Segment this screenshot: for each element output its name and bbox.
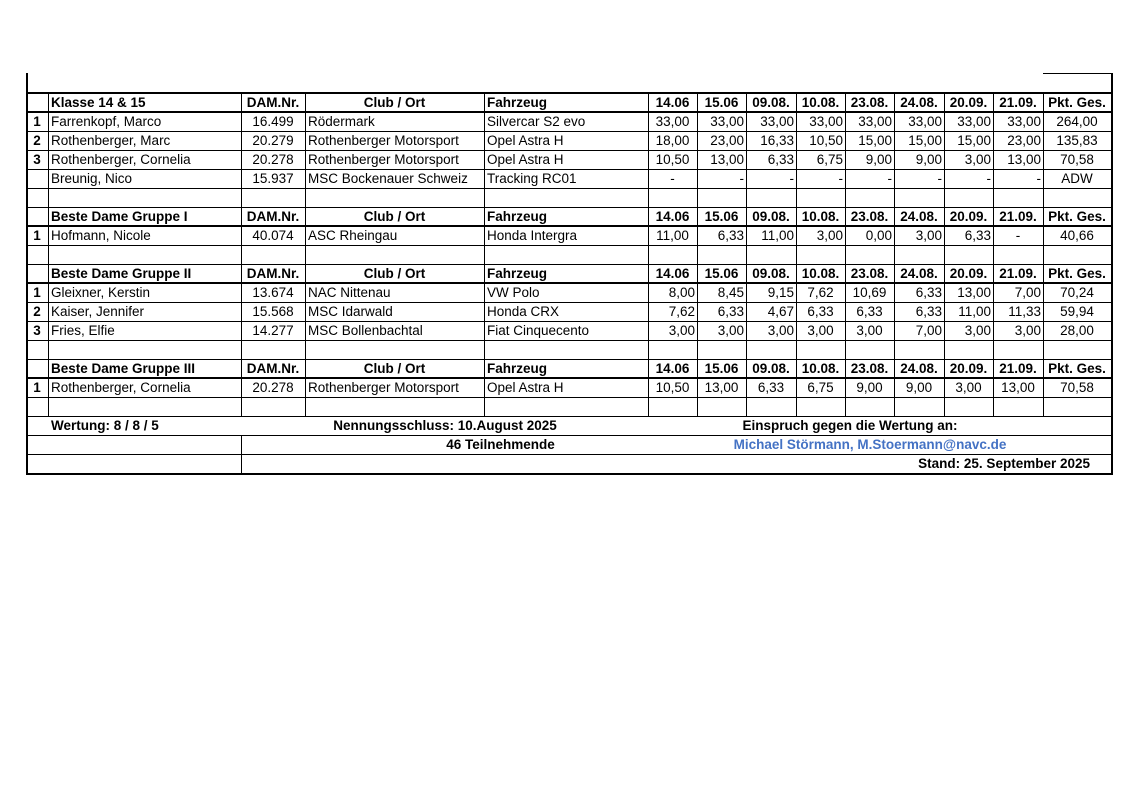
column-header: Club / Ort — [363, 95, 426, 110]
column-header: 14.06 — [655, 209, 690, 224]
score-cell: 13,00 — [1007, 152, 1041, 167]
rank-cell — [26, 169, 48, 188]
column-header: 09.08. — [752, 361, 790, 376]
total-points: 135,83 — [1056, 133, 1098, 148]
grid-hline — [26, 245, 1111, 246]
score-cell: 33,00 — [858, 114, 892, 129]
column-header: 21.09. — [999, 209, 1037, 224]
score-cell: 33,00 — [957, 114, 991, 129]
score-cell: 3,00 — [964, 152, 991, 167]
score-cell: 6,33 — [767, 152, 794, 167]
total-points: 70,58 — [1060, 152, 1094, 167]
score-cell: - — [1036, 171, 1041, 186]
club-name: Rödermark — [308, 114, 375, 129]
contact-link[interactable]: Michael Störmann, M.Stoermann@navc.de — [733, 437, 1007, 452]
column-header: Fahrzeug — [487, 266, 548, 281]
score-cell: 3,00 — [856, 323, 883, 338]
column-header: 10.08. — [801, 209, 840, 224]
score-cell: 6,33 — [757, 380, 785, 395]
total-points: 28,00 — [1060, 323, 1094, 338]
vehicle-name: Fiat Cinquecento — [487, 323, 590, 338]
grid-hline — [26, 302, 1111, 303]
rank-cell: 2 — [33, 133, 41, 148]
section-title: Beste Dame Gruppe I — [51, 209, 188, 224]
score-cell: 9,00 — [905, 380, 933, 395]
dam-number: 15.568 — [252, 304, 294, 319]
grid-vline — [1111, 93, 1113, 416]
score-cell: - — [887, 171, 892, 186]
column-header: 23.08. — [850, 266, 889, 281]
section-title: Beste Dame Gruppe III — [51, 361, 196, 376]
participant-count: 46 Teilnehmende — [446, 437, 555, 452]
score-cell: - — [937, 171, 942, 186]
driver-name: Fries, Elfie — [51, 323, 115, 338]
vehicle-name: Opel Astra H — [487, 152, 564, 167]
score-cell: 23,00 — [1007, 133, 1041, 148]
grid-hline — [26, 226, 1111, 227]
total-points: 264,00 — [1056, 114, 1098, 129]
score-cell: - — [986, 171, 991, 186]
column-header: 21.09. — [999, 361, 1037, 376]
score-cell: 4,67 — [767, 304, 794, 319]
score-cell: 11,33 — [1008, 304, 1041, 319]
column-header: 10.08. — [801, 266, 840, 281]
column-header: 09.08. — [752, 95, 790, 110]
grid-hline — [26, 378, 1111, 379]
score-cell: - — [739, 171, 744, 186]
club-name: Rothenberger Motorsport — [308, 152, 459, 167]
score-cell: 3,00 — [1014, 323, 1041, 338]
grid-hline — [26, 473, 1113, 475]
column-header: 10.08. — [801, 361, 840, 376]
score-cell: 10,50 — [655, 380, 690, 395]
column-header: 24.08. — [900, 209, 938, 224]
driver-name: Rothenberger, Marc — [51, 133, 171, 148]
grid-vline — [697, 93, 698, 416]
vehicle-name: Honda Intergra — [487, 228, 578, 243]
grid-hline — [26, 169, 1111, 170]
score-cell: 6,33 — [964, 228, 991, 243]
score-cell: 7,62 — [668, 304, 695, 319]
column-header: DAM.Nr. — [246, 361, 300, 376]
rank-cell: 1 — [33, 285, 41, 300]
score-cell: 13,00 — [710, 152, 744, 167]
dam-number: 16.499 — [252, 114, 294, 129]
score-cell: 10,50 — [655, 152, 690, 167]
objection-note: Einspruch gegen die Wertung an: — [742, 418, 958, 433]
grid-vline — [26, 416, 28, 475]
total-points: 70,58 — [1060, 380, 1094, 395]
grid-hline — [26, 321, 1111, 322]
score-cell: 33,00 — [710, 114, 744, 129]
column-header: Pkt. Ges. — [1048, 95, 1106, 110]
status-date: Stand: 25. September 2025 — [918, 456, 1090, 471]
score-cell: 6,33 — [915, 285, 942, 300]
column-header: 20.09. — [949, 266, 988, 281]
score-cell: 6,75 — [816, 152, 843, 167]
score-cell: - — [838, 171, 843, 186]
score-cell: 18,00 — [655, 133, 690, 148]
grid-vline — [241, 435, 242, 473]
grid-hline — [26, 282, 1111, 283]
score-cell: 33,00 — [760, 114, 794, 129]
score-cell: 6,33 — [717, 304, 744, 319]
score-cell: 33,00 — [908, 114, 942, 129]
score-cell: 8,45 — [717, 285, 744, 300]
column-header: 15.06 — [704, 266, 739, 281]
dam-number: 15.937 — [252, 171, 294, 186]
score-cell: 15,00 — [908, 133, 942, 148]
rank-cell: 1 — [33, 114, 41, 129]
registration-deadline: Nennungsschluss: 10.August 2025 — [333, 418, 557, 433]
grid-hline — [26, 111, 1111, 112]
column-header: Pkt. Ges. — [1048, 361, 1106, 376]
grid-vline — [746, 93, 747, 416]
vehicle-name: Tracking RC01 — [487, 171, 577, 186]
score-cell: 8,00 — [668, 285, 695, 300]
section-title: Klasse 14 & 15 — [51, 95, 146, 110]
column-header: 14.06 — [655, 361, 690, 376]
grid-vline — [894, 93, 895, 416]
score-cell: 6,33 — [856, 304, 883, 319]
rank-cell: 3 — [33, 152, 41, 167]
score-cell: 3,00 — [816, 228, 843, 243]
grid-hline — [26, 340, 1111, 341]
vehicle-name: Opel Astra H — [487, 380, 564, 395]
vehicle-name: VW Polo — [487, 285, 540, 300]
column-header: 20.09. — [949, 361, 988, 376]
dam-number: 13.674 — [252, 285, 294, 300]
column-header: 15.06 — [704, 95, 739, 110]
column-header: 15.06 — [704, 361, 739, 376]
score-cell: 6,75 — [807, 380, 834, 395]
grid-hline — [26, 359, 1111, 360]
vehicle-name: Honda CRX — [487, 304, 560, 319]
score-cell: 33,00 — [1007, 114, 1041, 129]
score-cell: 7,62 — [807, 285, 834, 300]
grid-vline — [845, 93, 846, 416]
grid-vline — [26, 93, 28, 416]
column-header: Pkt. Ges. — [1048, 266, 1106, 281]
grid-hline — [26, 435, 1111, 436]
score-cell: 6,33 — [915, 304, 942, 319]
total-points: 70,24 — [1060, 285, 1094, 300]
grid-hline — [26, 112, 1111, 113]
grid-hline — [26, 225, 1111, 226]
column-header: 20.09. — [949, 209, 988, 224]
score-cell: 3,00 — [915, 228, 942, 243]
grid-vline — [1043, 93, 1044, 416]
column-header: 15.06 — [704, 209, 739, 224]
column-header: DAM.Nr. — [246, 209, 300, 224]
score-cell: - — [1015, 228, 1021, 243]
score-cell: - — [789, 171, 794, 186]
rank-cell: 1 — [33, 380, 41, 395]
rank-cell: 3 — [33, 323, 41, 338]
vehicle-name: Opel Astra H — [487, 133, 564, 148]
column-header: 23.08. — [850, 361, 889, 376]
column-header: Club / Ort — [363, 266, 426, 281]
score-cell: 10,50 — [809, 133, 843, 148]
column-header: 23.08. — [850, 209, 889, 224]
driver-name: Rothenberger, Cornelia — [51, 380, 191, 395]
grid-hline — [26, 454, 1111, 455]
vehicle-name: Silvercar S2 evo — [487, 114, 586, 129]
column-header: Fahrzeug — [487, 209, 548, 224]
column-header: 14.06 — [655, 95, 690, 110]
score-cell: 15,00 — [957, 133, 991, 148]
grid-hline — [26, 207, 1111, 208]
column-header: DAM.Nr. — [246, 266, 300, 281]
grid-hline — [26, 264, 1111, 265]
driver-name: Farrenkopf, Marco — [51, 114, 162, 129]
club-name: Rothenberger Motorsport — [308, 133, 459, 148]
column-header: Fahrzeug — [487, 95, 548, 110]
column-header: Pkt. Ges. — [1048, 209, 1106, 224]
column-header: Club / Ort — [363, 361, 426, 376]
rank-cell: 2 — [33, 304, 41, 319]
column-header: 23.08. — [850, 95, 889, 110]
column-header: 21.09. — [999, 95, 1037, 110]
score-cell: 11,00 — [656, 228, 689, 243]
score-cell: 11,00 — [958, 304, 991, 319]
grid-hline — [1043, 73, 1112, 74]
wertung-summary: Wertung: 8 / 8 / 5 — [51, 418, 159, 433]
dam-number: 14.277 — [252, 323, 294, 338]
score-cell: 13,00 — [957, 285, 991, 300]
grid-hline — [26, 397, 1111, 398]
dam-number: 40.074 — [252, 228, 294, 243]
driver-name: Rothenberger, Cornelia — [51, 152, 191, 167]
total-points: ADW — [1061, 171, 1093, 186]
grid-vline — [241, 93, 242, 416]
score-cell: 13,00 — [1001, 380, 1035, 395]
column-header: 20.09. — [949, 95, 988, 110]
grid-vline — [26, 73, 28, 93]
dam-number: 20.279 — [252, 133, 294, 148]
driver-name: Gleixner, Kerstin — [51, 285, 151, 300]
score-cell: 9,15 — [767, 285, 794, 300]
column-header: 09.08. — [752, 209, 790, 224]
column-header: 14.06 — [655, 266, 690, 281]
dam-number: 20.278 — [252, 380, 294, 395]
column-header: Fahrzeug — [487, 361, 548, 376]
rank-cell: 1 — [33, 228, 41, 243]
column-header: 10.08. — [801, 95, 840, 110]
grid-vline — [796, 93, 797, 416]
column-header: 24.08. — [900, 95, 938, 110]
score-cell: - — [670, 171, 675, 186]
grid-hline — [26, 131, 1111, 132]
total-points: 40,66 — [1060, 228, 1094, 243]
score-cell: 16,33 — [760, 133, 794, 148]
grid-hline — [26, 188, 1111, 189]
club-name: MSC Bockenauer Schweiz — [308, 171, 468, 186]
score-cell: 3,00 — [955, 380, 982, 395]
score-cell: 9,00 — [915, 152, 942, 167]
column-header: DAM.Nr. — [246, 95, 300, 110]
column-header: 21.09. — [999, 266, 1037, 281]
score-cell: 15,00 — [858, 133, 892, 148]
score-cell: 6,33 — [717, 228, 744, 243]
driver-name: Hofmann, Nicole — [51, 228, 151, 243]
score-cell: 9,00 — [856, 380, 883, 395]
column-header: 24.08. — [900, 361, 938, 376]
column-header: 24.08. — [900, 266, 938, 281]
club-name: ASC Rheingau — [308, 228, 398, 243]
score-cell: 3,00 — [717, 323, 744, 338]
score-cell: 33,00 — [655, 114, 690, 129]
grid-hline — [26, 93, 1111, 94]
dam-number: 20.278 — [252, 152, 294, 167]
section-title: Beste Dame Gruppe II — [51, 266, 192, 281]
driver-name: Breunig, Nico — [51, 171, 133, 186]
score-cell: 0,00 — [865, 228, 892, 243]
score-cell: 11,00 — [761, 228, 794, 243]
club-name: MSC Idarwald — [308, 304, 393, 319]
grid-vline — [944, 93, 945, 416]
total-points: 59,94 — [1060, 304, 1094, 319]
column-header: 09.08. — [752, 266, 790, 281]
driver-name: Kaiser, Jennifer — [51, 304, 145, 319]
score-cell: 9,00 — [865, 152, 892, 167]
club-name: MSC Bollenbachtal — [308, 323, 423, 338]
club-name: Rothenberger Motorsport — [308, 380, 459, 395]
grid-vline — [648, 93, 649, 416]
grid-vline — [1111, 416, 1113, 475]
score-cell: 23,00 — [710, 133, 744, 148]
score-cell: 10,69 — [852, 285, 887, 300]
score-cell: 3,00 — [964, 323, 991, 338]
column-header: Club / Ort — [363, 209, 426, 224]
score-cell: 6,33 — [807, 304, 834, 319]
score-cell: 3,00 — [767, 323, 794, 338]
grid-hline — [26, 150, 1111, 151]
score-cell: 3,00 — [807, 323, 834, 338]
grid-vline — [484, 93, 485, 416]
grid-hline — [26, 283, 1111, 284]
club-name: NAC Nittenau — [308, 285, 391, 300]
grid-hline — [26, 377, 1111, 378]
grid-vline — [1111, 73, 1113, 93]
grid-vline — [48, 93, 49, 416]
score-cell: 13,00 — [704, 380, 739, 395]
grid-vline — [993, 93, 994, 416]
score-cell: 3,00 — [668, 323, 695, 338]
score-cell: 33,00 — [809, 114, 843, 129]
grid-vline — [305, 93, 306, 416]
score-cell: 7,00 — [915, 323, 942, 338]
score-cell: 7,00 — [1014, 285, 1041, 300]
